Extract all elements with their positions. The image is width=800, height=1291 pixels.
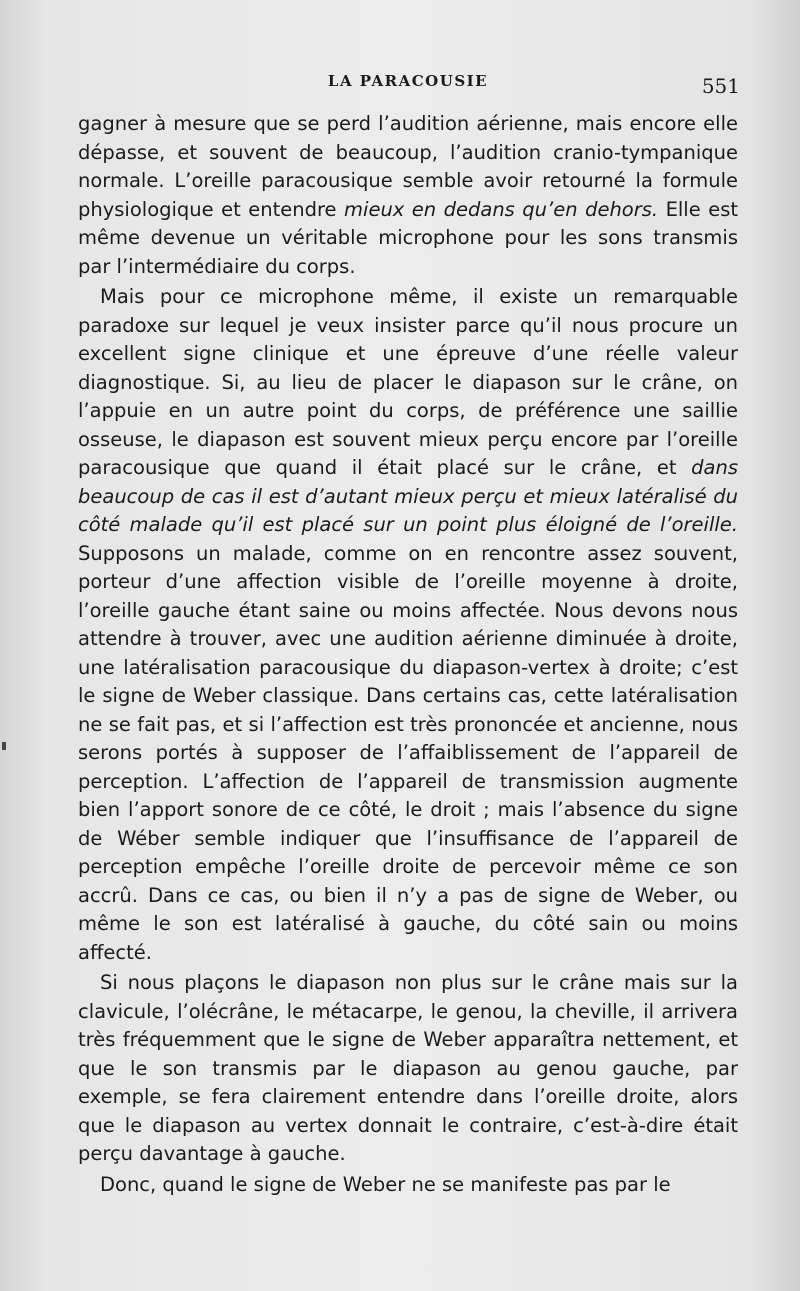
page-header: [78, 72, 738, 102]
text-segment: Mais pour ce microphone même, il existe un remarquable paradoxe sur lequel je veux insister parce qu’il nous procure un excellent signe clinique et une épreuve d’une réelle valeur diagnostique. Si, au lieu de placer le diapason sur le crâne, on l’appuie en un autre point du corps, de préférence une saillie osseuse, le diapason est souvent mieux perçu encore par l’oreille paracousique que quand il était placé sur le crâne, et: [78, 285, 738, 479]
text-segment: Elle est même devenue un véritable microphone pour les sons transmis par l’intermédiaire du corps.: [78, 197, 738, 278]
body-text: [78, 110, 738, 1199]
running-head: LA PARACOUSIE: [327, 72, 489, 90]
text-segment: Supposons un malade, comme on en rencontre assez souvent, porteur d’une affection visible de l’oreille moyenne à droite, l’oreille gauche étant saine ou moins affectée. Nous devons nous attendre à trouver, avec une audition aérienne diminuée à droite, une latéralisation paracousique du diapason-vertex à droite; c’est le signe de Weber classique. Dans certains cas, cette latéralisation ne se fait pas, et si l’affection est très prononcée et ancienne, nous serons portés à supposer de l’affaiblissement de l’appareil de perception. L’affection de l’appareil de transmission augmente bien l’apport sonore de ce côté, le droit ; mais l’absence du signe de Wéber semble indiquer que l’insuffisance de l’appareil de perception empêche l’oreille droite de percevoir même ce son accrû. Dans ce cas, ou bien il n’y a pas de signe de Weber, ou même le son est latéralisé à gauche, du côté sain ou moins affecté.: [78, 541, 738, 964]
margin-mark: [2, 742, 6, 750]
text-segment: Donc, quand le signe de Weber ne se manifeste pas par le: [100, 1172, 671, 1196]
text-segment: Si nous plaçons le diapason non plus sur le crâne mais sur la clavicule, l’olécrâne, le métacarpe, le genou, la cheville, il arrivera très fréquemment que le signe de Weber apparaîtra nettement, et que le son transmis par le diapason au genou gauche, par exemple, se fera clairement entendre dans l’oreille droite, alors que le diapason au vertex donnait le contraire, c’est-à-dire était perçu davantage à gauche.: [78, 971, 738, 1165]
italic-segment: dans beaucoup de cas il est d’autant mieux perçu et mieux latéralisé du côté malade qu’il est placé sur un point plus éloigné de l’oreille.: [78, 456, 738, 536]
paragraph: [78, 283, 738, 967]
paragraph: [78, 969, 738, 1169]
paragraph: [78, 110, 738, 281]
paragraph: [78, 1171, 738, 1200]
page-number: 551: [701, 74, 740, 98]
italic-segment: mieux en dedans qu’en dehors.: [344, 197, 659, 221]
text-segment: gagner à mesure que se perd l’audition aérienne, mais encore elle dépasse, et souvent de beaucoup, l’audition cranio-tympanique normale. L’oreille paracousique semble avoir retourné la formule physiologique et entendre: [78, 112, 738, 221]
